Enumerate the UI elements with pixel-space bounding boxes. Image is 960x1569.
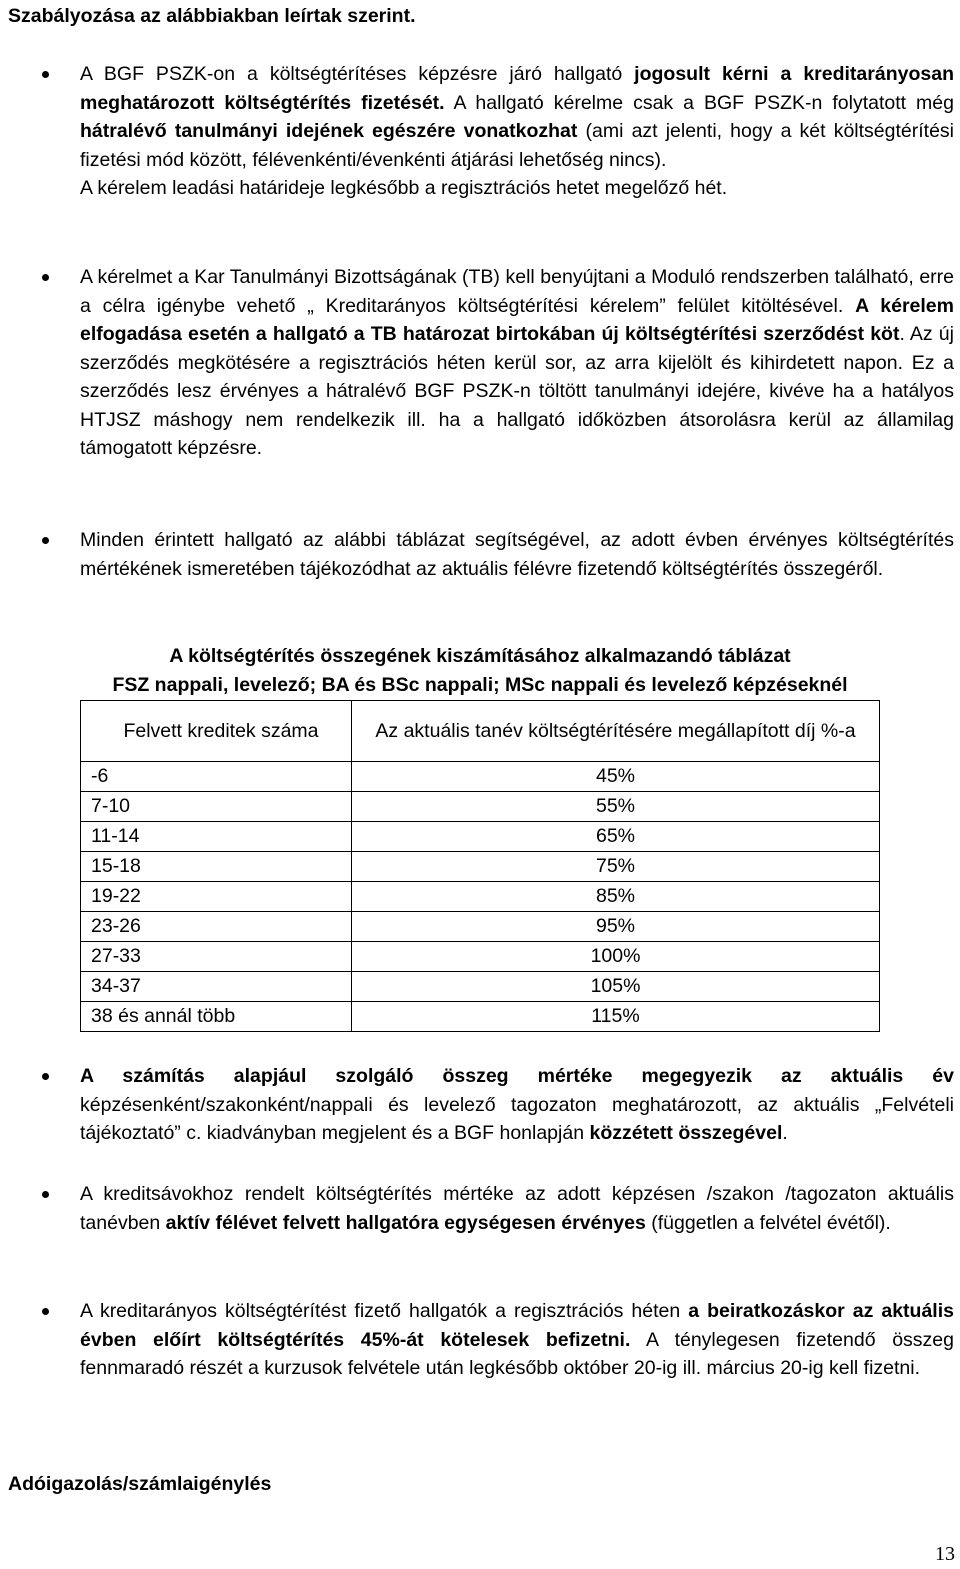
cell-percentage: 45% [352, 762, 880, 792]
cell-credits: 15-18 [81, 852, 352, 882]
b4-text-4: . [782, 1122, 788, 1144]
table-row [81, 882, 880, 912]
table-title: A költségtérítés összegének kiszámításához alkalmazandó táblázat [169, 645, 791, 667]
table-row [81, 912, 880, 942]
b6-text-1: A kreditarányos költségtérítést fizető hallgatók a regisztrációs héten [80, 1300, 689, 1322]
b2-text-1: A kérelmet a Kar Tanulmányi Bizottságának (TB) kell benyújtani a Moduló rendszerben található, erre a célra igénybe vehető „ Kreditarányos költségtérítési kérelem” felület kitöltésével. [80, 266, 954, 317]
b1-text-6: A kérelem leadási határideje legkésőbb a regisztrációs hetet megelőző hét. [80, 177, 728, 199]
b1-text-5: (ami azt jelenti, hogy a két költségtérítési fizetési mód között, félévenkénti/évenkénti átjárási lehetőség nincs). [80, 120, 954, 171]
page-number: 13 [935, 1543, 955, 1565]
b6-text-3: A ténylegesen fizetendő összeg fennmaradó részét a kurzusok felvétele után legkésőbb október 20-ig ill. március 20-ig kell fizetni. [80, 1328, 954, 1379]
cell-percentage: 85% [352, 882, 880, 912]
b2-text-3: . Az új szerződés megkötésére a regisztrációs héten kerül sor, az arra kijelölt és kihirdetett napon. Ez a szerződés lesz érvényes a hátralévő BGF PSZK-n töltött tanulmányi idejére, kivéve ha a hatályos HTJSZ máshogy nem rendelkezik ill. ha a hallgató időközben átsorolásra kerül az államilag támogatott képzésre. [80, 323, 954, 459]
b1-text-4: hátralévő tanulmányi idejének egészére vonatkozhat [80, 120, 578, 142]
b3-text-1: Minden érintett hallgató az alábbi táblázat segítségével, az adott évben érvényes költségtérítés mértékének ismeretében tájékozódhat az aktuális félévre fizetendő költségtérítés összegéről. [80, 529, 954, 580]
cell-percentage: 55% [352, 792, 880, 822]
cell-percentage: 65% [352, 822, 880, 852]
b1-text-1: A BGF PSZK-on a költségtérítéses képzésre járó hallgató [80, 63, 635, 85]
section-heading: Szabályozása az alábbiakban leírtak szerint. [8, 5, 416, 27]
b1-text-3: A hallgató kérelme csak a BGF PSZK-n folytatott még [444, 91, 954, 114]
section-heading-invoice: Adóigazolás/számlaigénylés [8, 1473, 272, 1495]
table-row [81, 852, 880, 882]
cell-credits: -6 [81, 762, 352, 792]
bullet-paragraph-1 [80, 60, 954, 203]
b4-text-1: A számítás alapjául szolgáló összeg mértéke megegyezik az aktuális év [80, 1065, 954, 1087]
b4-text-3: közzétett összegével [589, 1122, 783, 1144]
table-row [81, 822, 880, 852]
table-row [81, 762, 880, 792]
b5-text-2: aktív félévet felvett hallgatóra egységesen érvényes [165, 1211, 646, 1234]
b5-text-1: A kreditsávokhoz rendelt költségtérítés mértéke az adott képzésen /szakon /tagozaton aktuális tanévben [80, 1183, 954, 1234]
cell-percentage: 115% [352, 1002, 880, 1032]
bullet-paragraph-6 [80, 1297, 954, 1383]
cell-percentage: 75% [352, 852, 880, 882]
table-row [81, 942, 880, 972]
b2-text-2: A kérelem elfogadása esetén a hallgató a TB határozat birtokában új költségtérítési szerződést köt [80, 294, 954, 345]
bullet-paragraph-5 [80, 1180, 954, 1237]
bullet-paragraph-4 [80, 1062, 954, 1148]
cell-credits: 23-26 [81, 912, 352, 942]
cell-percentage: 105% [352, 972, 880, 1002]
b6-text-2: a beiratkozáskor az aktuális évben előírt költségtérítés 45%-át kötelesek befizetni. [80, 1300, 954, 1351]
b1-text-2: jogosult kérni a kreditarányosan meghatározott költségtérítés fizetését. [80, 63, 954, 114]
cell-credits: 11-14 [81, 822, 352, 852]
bullet-paragraph-2 [80, 263, 954, 463]
bullet-paragraph-3 [80, 526, 954, 583]
b5-text-3: (független a felvétel évétől). [645, 1211, 891, 1234]
cell-credits: 38 és annál több [81, 1002, 352, 1032]
cell-credits: 7-10 [81, 792, 352, 822]
header-percentage: Az aktuális tanév költségtérítésére megállapított díj %-a [352, 701, 880, 762]
table-row [81, 972, 880, 1002]
table-row [81, 1002, 880, 1032]
cell-credits: 19-22 [81, 882, 352, 912]
cell-credits: 27-33 [81, 942, 352, 972]
cell-percentage: 95% [352, 912, 880, 942]
credit-fee-table [80, 700, 880, 1032]
table-header-row [81, 701, 880, 762]
table-row [81, 792, 880, 822]
cell-credits: 34-37 [81, 972, 352, 1002]
table-subtitle: FSZ nappali, levelező; BA és BSc nappali; MSc nappali és levelező képzéseknél [112, 674, 848, 696]
b4-text-2: képzésenként/szakonként/nappali és levelező tagozaton meghatározott, az aktuális „Felvételi tájékoztató” c. kiadványban megjelent és a BGF honlapján [80, 1093, 954, 1144]
cell-percentage: 100% [352, 942, 880, 972]
header-credits: Felvett kreditek száma [81, 701, 352, 762]
